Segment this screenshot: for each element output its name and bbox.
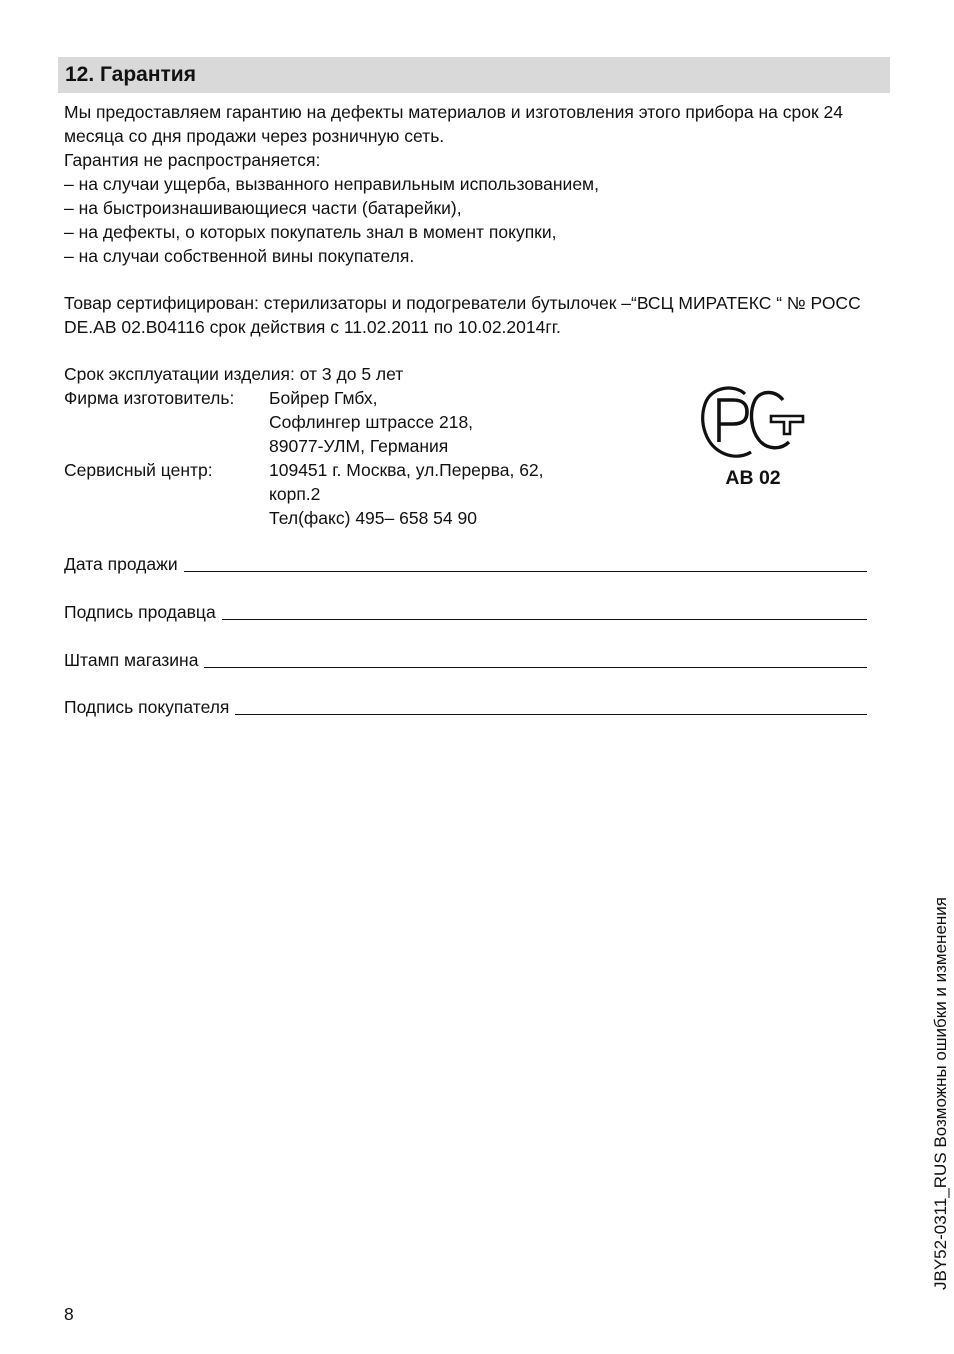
sale-date-field[interactable] <box>184 552 867 572</box>
store-stamp-line <box>64 648 867 672</box>
service-center-label: Сервисный центр: <box>64 460 213 480</box>
page-number: 8 <box>64 1304 74 1324</box>
section-title: 12. Гарантия <box>65 63 196 86</box>
side-note: JBY52-0311_RUS Возможны ошибки и изменения <box>931 897 950 1290</box>
sale-date-line <box>64 552 867 576</box>
buyer-signature-label: Подпись покупателя <box>64 697 230 717</box>
seller-signature-line <box>64 600 867 624</box>
seller-signature-label: Подпись продавца <box>64 602 216 622</box>
rst-certification-mark-icon <box>699 382 805 462</box>
manufacturer-label: Фирма изготовитель: <box>64 388 235 408</box>
section-header <box>58 57 890 93</box>
sale-date-label: Дата продажи <box>64 554 178 574</box>
warranty-text: Мы предоставляем гарантию на дефекты материалов и изготовления этого прибора на срок 24 месяца со дня продажи через розничную сеть. Гарантия не распространяется: – на случаи ущерба, вызванного неправильным использованием, – на быстроизнашивающиеся части (батарейки), – на дефекты, о которых покупатель знал в момент покупки, – на случаи собственной вины покупателя. <box>64 102 843 266</box>
store-stamp-label: Штамп магазина <box>64 650 199 670</box>
manufacturer-value: Бойрер Гмбх, Софлингер штрассе 218, 89077-УЛМ, Германия <box>269 388 474 456</box>
service-life: Срок эксплуатации изделия: от 3 до 5 лет <box>64 364 404 384</box>
certification-code: AB 02 <box>725 467 781 489</box>
store-stamp-field[interactable] <box>204 648 867 668</box>
service-center-value: 109451 г. Москва, ул.Перерва, 62, корп.2 Тел(факс) 495– 658 54 90 <box>269 460 544 528</box>
buyer-signature-line <box>64 695 867 719</box>
seller-signature-field[interactable] <box>222 600 867 620</box>
certification-text: Товар сертифицирован: стерилизаторы и подогреватели бутылочек –“ВСЦ МИРАТЕКС “ № РОСС DE.AB 02.B04116 срок действия с 11.02.2011 по 10.02.2014гг. <box>64 293 861 337</box>
buyer-signature-field[interactable] <box>235 695 867 715</box>
